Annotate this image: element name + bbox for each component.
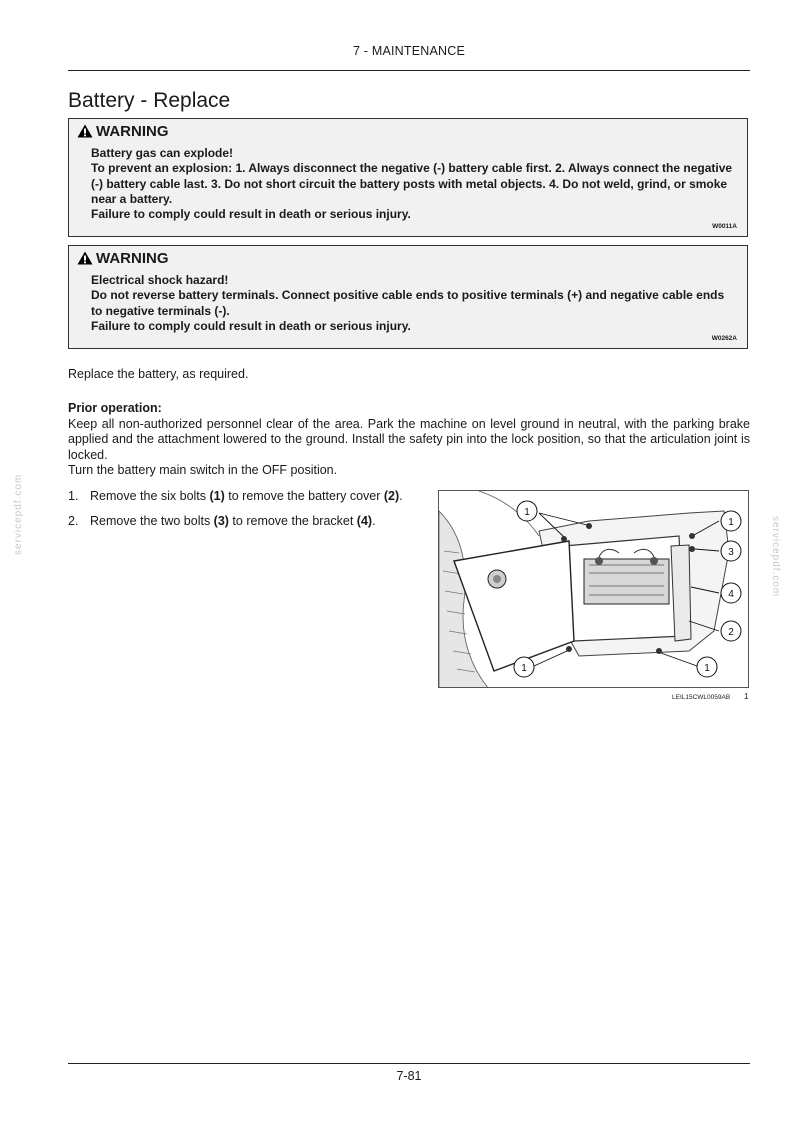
prior-operation-heading: Prior operation: — [68, 401, 162, 415]
watermark-left: servicepdf.com — [13, 473, 24, 555]
callout-2: 2 — [728, 627, 734, 638]
warning-box-explosion — [68, 118, 748, 237]
warning-triangle-icon — [77, 251, 93, 265]
step-2: 2. Remove the two bolts (3) to remove the bracket (4). — [68, 513, 376, 528]
warning-triangle-icon — [77, 124, 93, 138]
warning-heading: WARNING — [77, 250, 169, 267]
intro-text: Replace the battery, as required. — [68, 367, 249, 381]
callout-4: 4 — [728, 589, 734, 600]
battery-illustration — [439, 491, 749, 688]
footer-divider — [68, 1063, 750, 1064]
battery-compartment-figure — [438, 490, 749, 688]
callout-1: 1 — [521, 663, 527, 674]
prior-operation-switch: Turn the battery main switch in the OFF position. — [68, 463, 338, 477]
figure-caption: LEIL15CWL0059AB — [672, 694, 731, 701]
step-1: 1. Remove the six bolts (1) to remove the battery cover (2). — [68, 489, 403, 503]
warning-code: W0011A — [712, 223, 737, 230]
figure-number: 1 — [744, 692, 749, 701]
page-title: Battery - Replace — [68, 89, 231, 112]
prior-operation — [68, 401, 750, 479]
callout-1: 1 — [728, 517, 734, 528]
callout-3: 3 — [728, 547, 734, 558]
section-header: 7 - MAINTENANCE — [352, 44, 466, 58]
procedure-steps — [68, 489, 413, 538]
warning-heading: WARNING — [77, 123, 169, 140]
warning-box-shock — [68, 245, 748, 349]
warning-body: Electrical shock hazard! Do not reverse battery terminals. Connect positive cable ends to positive terminals (+) and negative cable ends to negative terminals (-). Failure to comply could result in death or serious injury. — [91, 273, 725, 333]
warning-code: W0262A — [711, 335, 737, 342]
header-divider — [68, 70, 750, 71]
page-number: 7-81 — [396, 1069, 422, 1083]
callout-1: 1 — [704, 663, 710, 674]
watermark-right: servicepdf.com — [770, 516, 781, 598]
prior-operation-text: Keep all non-authorized personnel clear of the area. Park the machine on level ground in neutral, with the parking brake applied and the attachment lowered to the ground. Install the safety pin into the lock position, so that the articulation joint is locked. — [68, 416, 750, 462]
warning-body: Battery gas can explode! To prevent an explosion: 1. Always disconnect the negative (-) battery cable first. 2. Always connect the negative (-) battery cable last. 3. Do not short circuit the battery posts with metal objects. 4. Do not weld, grind, or smoke near a battery. Failure to comply could result in death or serious injury. — [91, 146, 733, 222]
callout-1: 1 — [524, 507, 530, 518]
